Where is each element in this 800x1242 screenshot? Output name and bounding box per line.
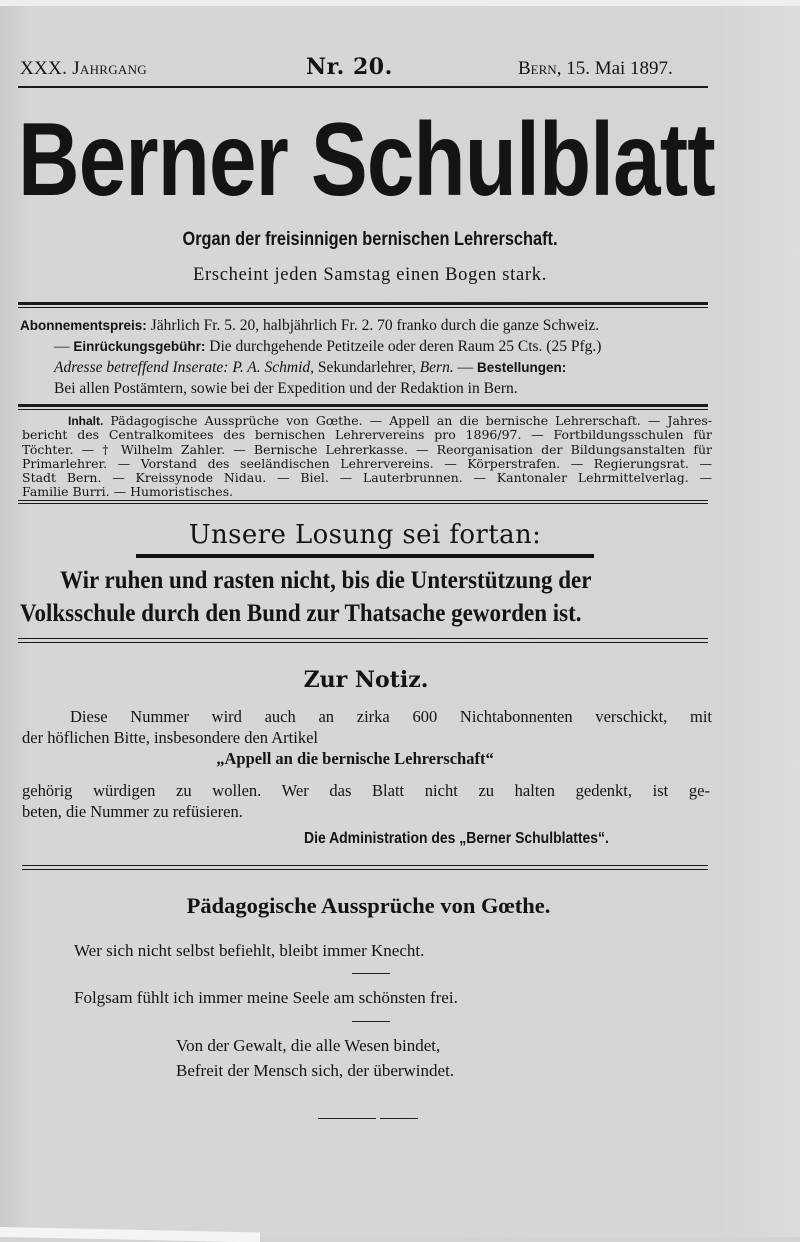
contents-label: Inhalt. bbox=[68, 414, 104, 428]
contents-line: Primarlehrer. — Vorstand des seeländischen Lehrervereins. — Körperstrafen. — Regierungsrat. — bbox=[22, 455, 712, 471]
masthead-subtitle: Organ der freisinnigen bernischen Lehrerschaft. bbox=[182, 229, 558, 250]
notice-heading: Zur Notiz. bbox=[303, 667, 429, 693]
motto-heading: Unsere Losung sei fortan: bbox=[188, 520, 542, 550]
fee-text: Die durchgehende Petitzeile oder deren Raum 25 Cts. (25 Pfg.) bbox=[205, 338, 602, 355]
goethe-heading: Pädagogische Aussprüche von Gœthe. bbox=[186, 893, 551, 918]
contents-text: Pädagogische Aussprüche von Gœthe. — Appell an die bernische Lehrerschaft. — Jahres- bbox=[103, 413, 712, 428]
contents-rule-thin bbox=[18, 409, 708, 410]
quote-separator bbox=[352, 1021, 390, 1022]
contents-line: Familie Burri. — Humoristisches. bbox=[22, 484, 234, 500]
notice-article-title: „Appell an die bernische Lehrerschaft“ bbox=[216, 749, 494, 768]
dash: — bbox=[453, 359, 477, 376]
notice-paragraph-cont bbox=[22, 780, 710, 822]
scan-edge bbox=[0, 0, 800, 6]
section-end-rule bbox=[318, 1118, 376, 1119]
volume-number: XXX. bbox=[20, 58, 68, 79]
notice-signature: Die Administration des „Berner Schulblattes“. bbox=[304, 830, 609, 847]
notice-line: der höflichen Bitte, insbesondere den Artikel bbox=[22, 727, 319, 747]
fee-label: Einrückungsgebühr: bbox=[73, 339, 206, 354]
date: , 15. Mai 1897. bbox=[556, 58, 673, 79]
masthead-rule-thin bbox=[18, 307, 708, 308]
price-text: Jährlich Fr. 5. 20, halbjährlich Fr. 2. 70 franko durch die ganze Schweiz. bbox=[146, 317, 600, 334]
motto-underline bbox=[136, 554, 594, 558]
masthead-rule-thick bbox=[18, 302, 708, 305]
motto-line-2: Volksschule durch den Bund zur Thatsache geworden ist. bbox=[20, 600, 582, 627]
contents-line bbox=[22, 414, 712, 428]
contents-end-rule-1 bbox=[18, 500, 708, 501]
address-line bbox=[20, 357, 715, 378]
contents-rule-thick bbox=[18, 404, 708, 407]
issue-number: Nr. 20. bbox=[306, 54, 393, 80]
address-role: Sekundarlehrer, bbox=[314, 359, 416, 376]
notice-line: gehörig würdigen zu wollen. Wer das Blatt nicht zu halten gedenkt, ist ge- bbox=[22, 781, 710, 800]
motto-line-1: Wir ruhen und rasten nicht, bis die Unterstützung der bbox=[60, 567, 592, 594]
contents-line: bericht des Centralkomitees des bernischen Lehrervereins pro 1896/97. — Fortbildungsschulen für bbox=[22, 427, 712, 443]
notice-rule-2 bbox=[22, 869, 708, 870]
contents-line: Töchter. — † Wilhelm Zahler. — Bernische Lehrerkasse. — Reorganisation der Bildungsanstalten für bbox=[22, 441, 712, 457]
scan-edge bbox=[0, 1227, 260, 1242]
address-label: Adresse betreffend Inserate: bbox=[54, 359, 229, 376]
dash: — bbox=[54, 338, 74, 355]
orders-label: Bestellungen: bbox=[476, 360, 567, 375]
header-rule bbox=[18, 86, 708, 88]
subscription-info bbox=[20, 315, 715, 399]
notice-paragraph bbox=[22, 707, 712, 748]
goethe-quote-3-line-1: Von der Gewalt, die alle Wesen bindet, bbox=[176, 1036, 441, 1055]
motto-rule-2 bbox=[18, 642, 708, 643]
contents-line: Stadt Bern. — Kreissynode Nidau. — Biel. — Lauterbrunnen. — Kantonaler Lehrmittelverlag. — bbox=[22, 470, 712, 486]
notice-line: Diese Nummer wird auch an zirka 600 Nichtabonnenten verschickt, mit bbox=[70, 707, 712, 726]
quote-separator bbox=[352, 973, 390, 974]
price-line bbox=[20, 315, 715, 336]
orders-line: Bei allen Postämtern, sowie bei der Expedition und der Redaktion in Bern. bbox=[54, 380, 518, 397]
table-of-contents bbox=[22, 414, 712, 500]
notice-line: beten, die Nummer zu refüsieren. bbox=[22, 802, 243, 821]
address-city: Bern. bbox=[415, 359, 454, 376]
volume-word: Jahrgang bbox=[72, 58, 147, 79]
issue-date bbox=[518, 58, 673, 80]
motto-rule-1 bbox=[18, 638, 708, 639]
section-end-rule bbox=[380, 1118, 418, 1119]
notice-rule-1 bbox=[22, 865, 708, 866]
goethe-quote-2: Folgsam fühlt ich immer meine Seele am schönsten frei. bbox=[74, 988, 458, 1007]
goethe-quote-1: Wer sich nicht selbst befiehlt, bleibt immer Knecht. bbox=[74, 941, 425, 960]
goethe-quote-3-line-2: Befreit der Mensch sich, der überwindet. bbox=[176, 1061, 455, 1080]
price-label: Abonnementspreis: bbox=[20, 318, 147, 333]
fee-line bbox=[20, 336, 715, 357]
contents-end-rule-2 bbox=[18, 503, 708, 504]
address-name: P. A. Schmid, bbox=[228, 359, 315, 376]
place: Bern bbox=[518, 58, 557, 79]
publication-frequency: Erscheint jeden Samstag einen Bogen stark. bbox=[192, 265, 548, 285]
masthead-title: Berner Schulblatt bbox=[18, 102, 715, 218]
volume-label bbox=[20, 58, 147, 80]
